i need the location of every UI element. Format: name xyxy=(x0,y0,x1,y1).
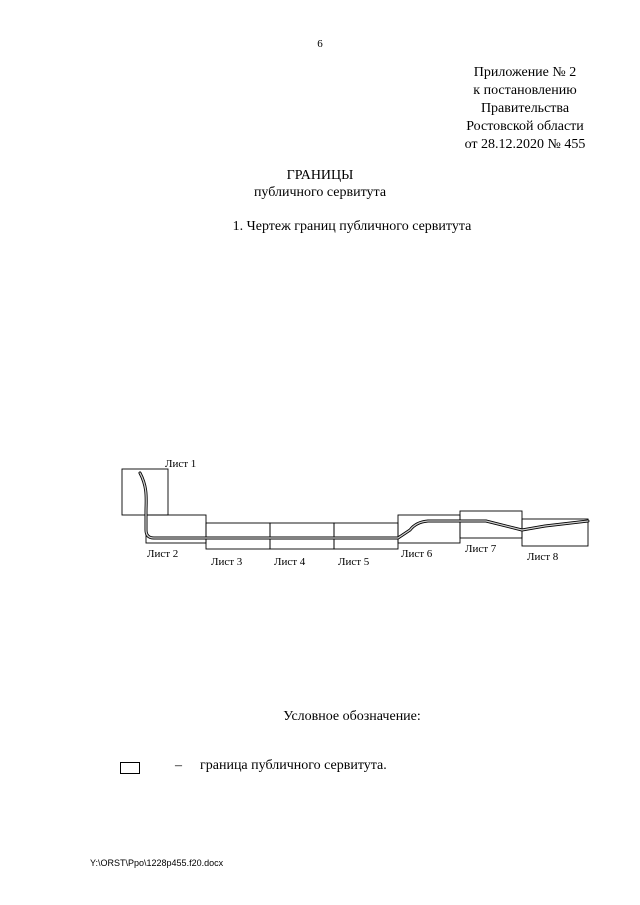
title-heading: ГРАНИЦЫ xyxy=(286,168,354,183)
page-number: 6 xyxy=(317,38,323,50)
sheet-label: Лист 8 xyxy=(527,551,559,563)
sheet-label: Лист 6 xyxy=(401,548,433,560)
appendix-line: Ростовской области xyxy=(466,119,584,134)
appendix-line: Правительства xyxy=(480,101,570,116)
sheet-label: Лист 5 xyxy=(338,556,370,568)
sheet-label: Лист 1 xyxy=(165,458,197,470)
sheet-label: Лист 2 xyxy=(147,548,179,560)
document-title xyxy=(0,167,640,201)
legend-description: граница публичного сервитута. xyxy=(200,758,387,773)
sheet-frame-4 xyxy=(270,523,334,549)
legend-boundary-symbol xyxy=(120,762,140,774)
sheet-frame-7 xyxy=(460,511,522,538)
legend-dash: – xyxy=(175,758,182,773)
appendix-line: к постановлению xyxy=(473,83,577,98)
legend-heading: Условное обозначение: xyxy=(283,709,421,724)
sheet-label: Лист 4 xyxy=(274,556,306,568)
sheet-label: Лист 7 xyxy=(465,543,497,555)
appendix-line: от 28.12.2020 № 455 xyxy=(464,137,586,152)
sheet-frame-5 xyxy=(334,523,398,549)
easement-drawing xyxy=(0,440,640,600)
section-title: 1. Чертеж границ публичного сервитута xyxy=(232,219,472,234)
easement-line xyxy=(140,473,588,538)
appendix-block xyxy=(440,64,610,154)
sheet-frame-3 xyxy=(206,523,270,549)
sheet-frame-6 xyxy=(398,515,460,543)
appendix-line: Приложение № 2 xyxy=(473,65,577,80)
file-path-footer: Y:\ORST\Ppo\1228p455.f20.docx xyxy=(90,858,224,868)
title-subheading: публичного сервитута xyxy=(253,185,387,200)
sheet-label: Лист 3 xyxy=(211,556,243,568)
